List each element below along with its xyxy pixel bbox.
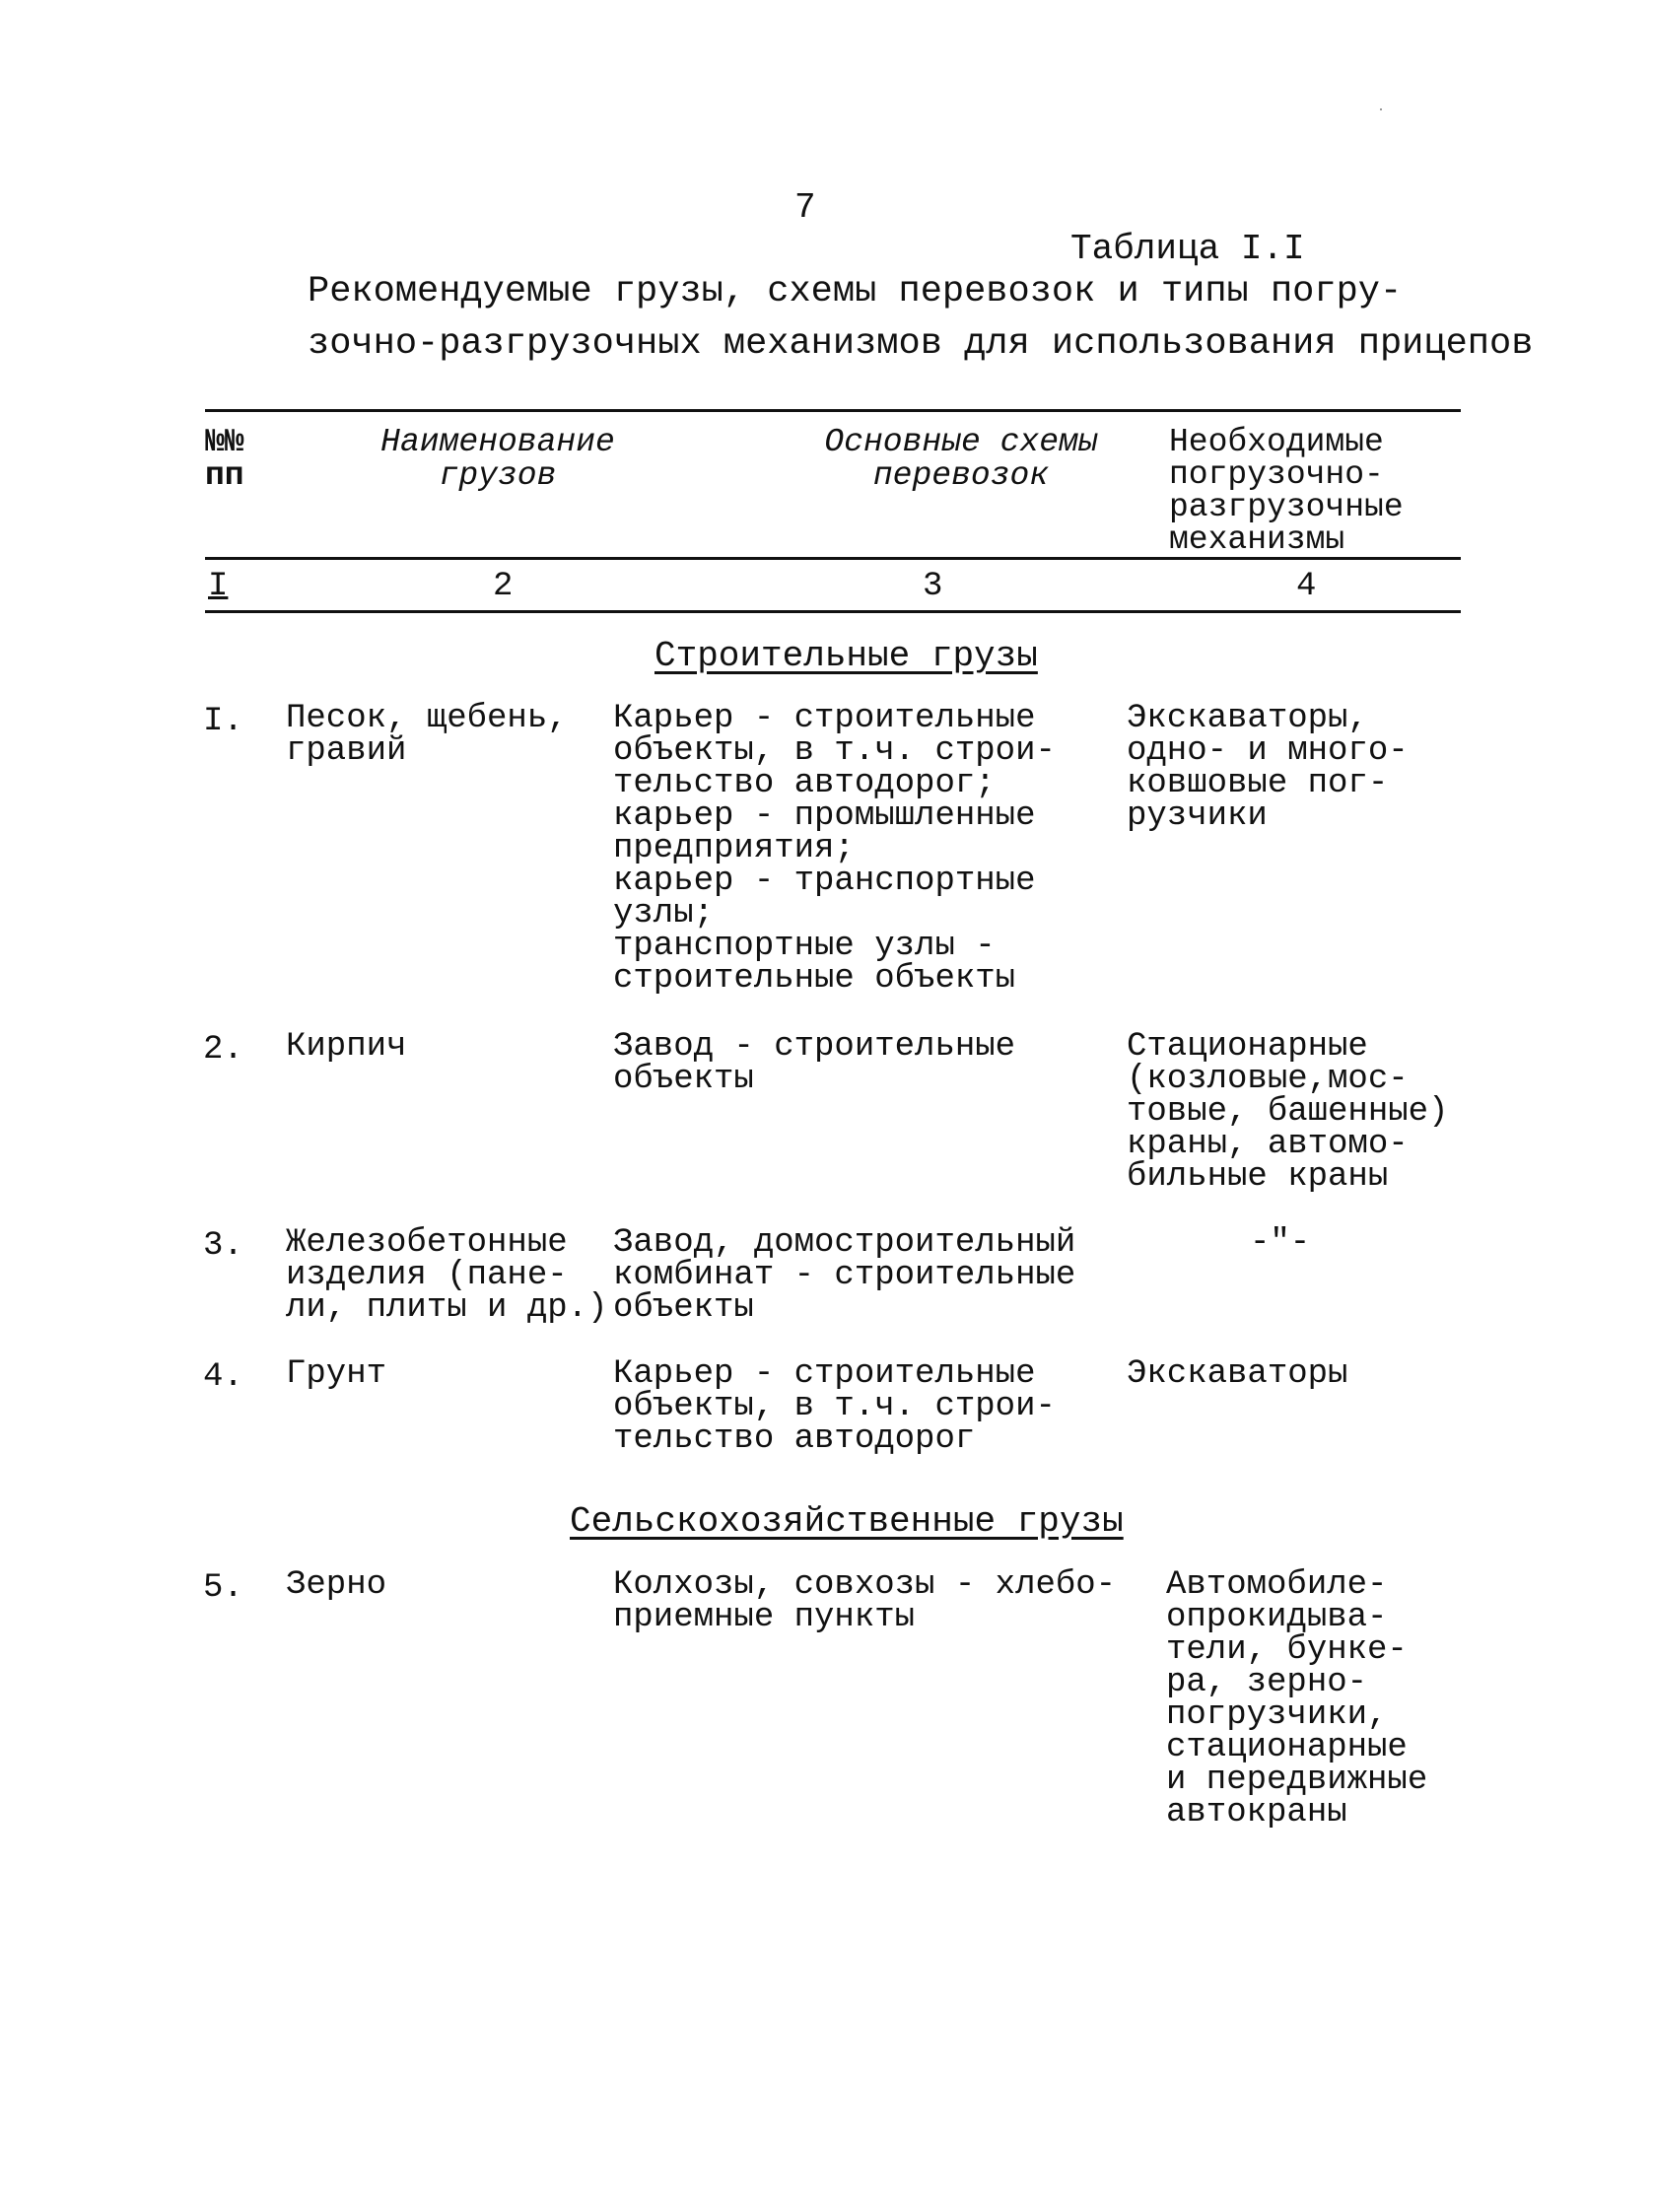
row-number: 4. (203, 1358, 243, 1396)
table-title-line-1: Рекомендуемые грузы, схемы перевозок и типы погру- (308, 271, 1403, 312)
header-name: Наименование грузов (380, 424, 615, 494)
column-numbers-rule (205, 610, 1461, 613)
row-number: 2. (203, 1031, 243, 1069)
transport-scheme: Карьер - строительные объекты, в т.ч. строи- тельство автодорог; карьер - промышленные предприятия; карьер - транспортные узлы; транспортные узлы - строительные объекты (613, 700, 1056, 998)
section-title-construction: Строительные грузы (654, 636, 1038, 676)
row-number: 5. (203, 1569, 243, 1607)
loading-mechanisms: -"- (1250, 1224, 1311, 1262)
column-number-3: 3 (923, 568, 943, 605)
header-num: №№ пп (205, 424, 244, 494)
header-bottom-rule (205, 557, 1461, 560)
row-number: I. (203, 703, 243, 740)
cargo-name: Кирпич (286, 1028, 407, 1066)
column-number-4: 4 (1296, 568, 1317, 605)
transport-scheme: Завод, домостроительный комбинат - строительные объекты (613, 1224, 1076, 1327)
row-number: 3. (203, 1227, 243, 1265)
header-schemes: Основные схемы перевозок (824, 424, 1098, 494)
column-number-2: 2 (493, 568, 514, 605)
scan-speck (1380, 108, 1382, 110)
transport-scheme: Колхозы, совхозы - хлебо- приемные пункты (613, 1566, 1117, 1636)
cargo-name: Зерно (286, 1566, 387, 1604)
cargo-name: Песок, щебень, гравий (286, 700, 568, 770)
column-number-1: I (208, 568, 229, 605)
header-mechanisms: Необходимые погрузочно- разгрузочные механизмы (1169, 424, 1404, 558)
cargo-name: Грунт (286, 1355, 387, 1393)
cargo-name: Железобетонные изделия (пане- ли, плиты и др.) (286, 1224, 608, 1327)
loading-mechanisms: Экскаваторы, одно- и много- ковшовые пог- рузчики (1127, 700, 1409, 835)
table-title-line-2: зочно-разгрузочных механизмов для использования прицепов (308, 323, 1534, 365)
loading-mechanisms: Экскаваторы (1127, 1355, 1348, 1393)
loading-mechanisms: Автомобиле- опрокидыва- тели, бунке- ра, зерно- погрузчики, стационарные и передвижные автокраны (1166, 1566, 1428, 1832)
transport-scheme: Завод - строительные объекты (613, 1028, 1016, 1098)
header-top-rule (205, 409, 1461, 412)
transport-scheme: Карьер - строительные объекты, в т.ч. строи- тельство автодорог (613, 1355, 1056, 1458)
section-title-agricultural: Сельскохозяйственные грузы (570, 1501, 1124, 1542)
table-label: Таблица I.I (1070, 229, 1305, 269)
loading-mechanisms: Стационарные (козловые,мос- товые, башенные) краны, автомо- бильные краны (1127, 1028, 1449, 1196)
page-number: 7 (794, 187, 816, 228)
